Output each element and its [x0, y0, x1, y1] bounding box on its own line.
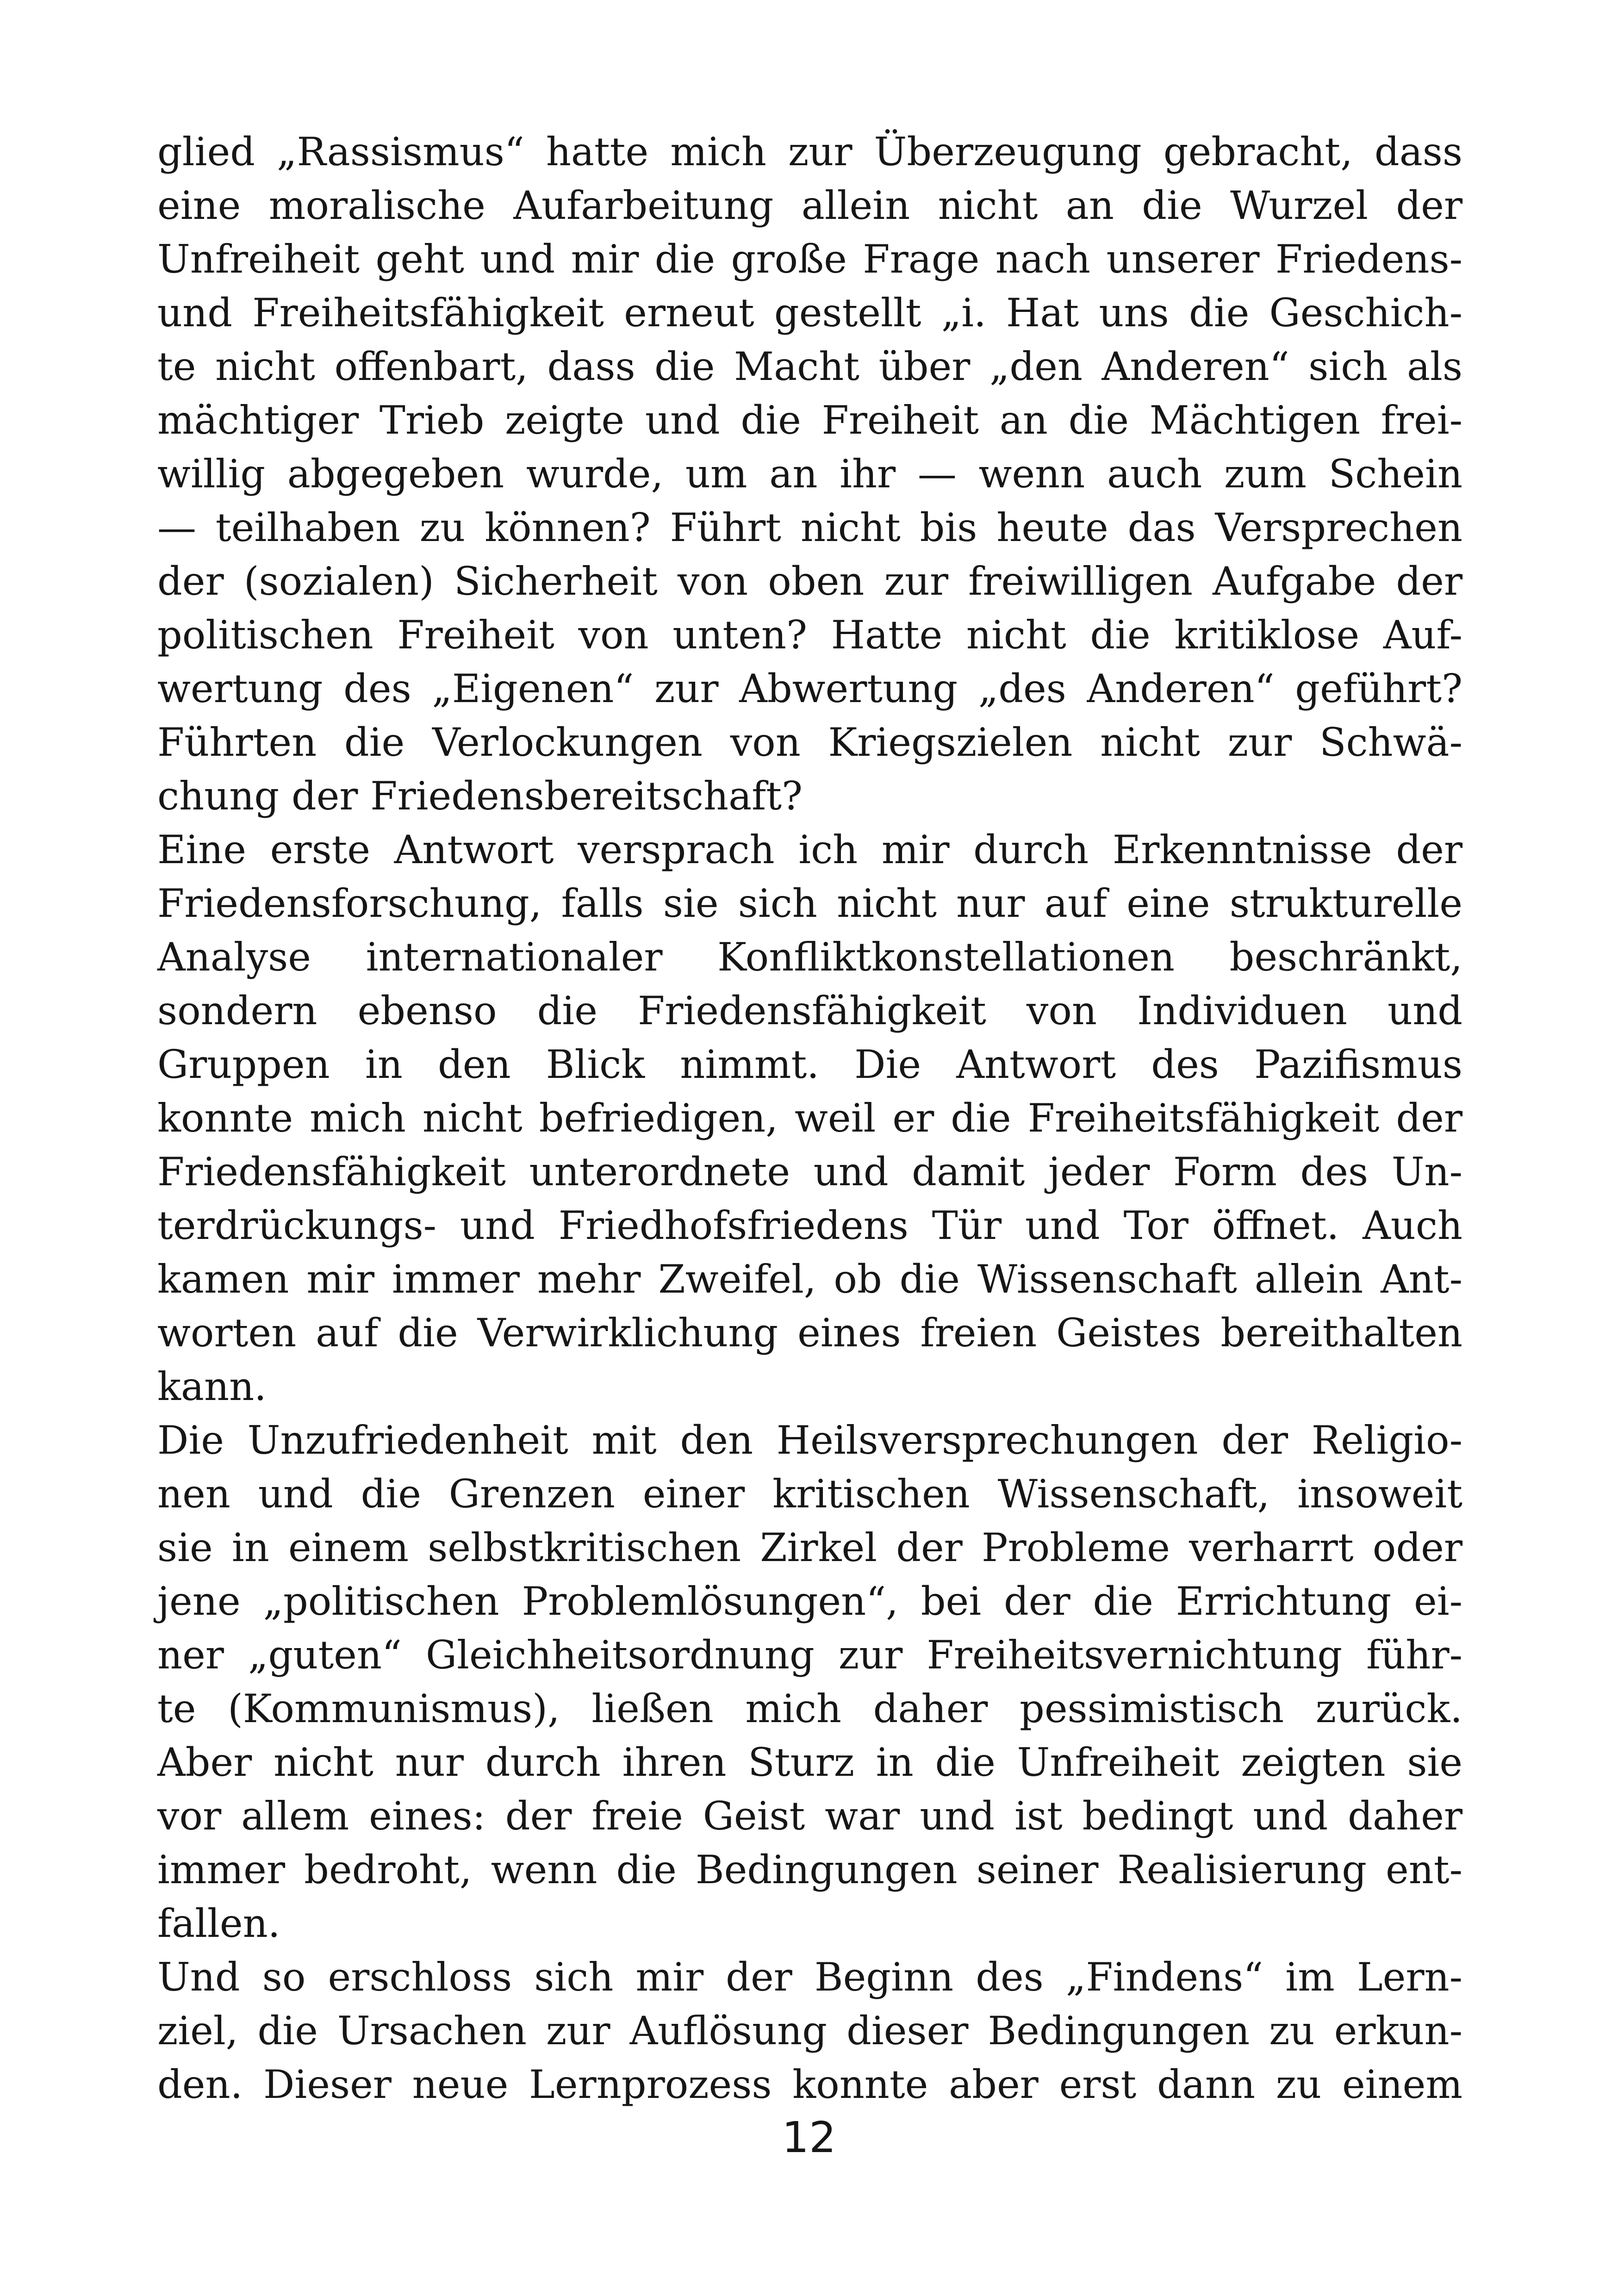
text-line: und Freiheitsfähigkeit erneut gestellt „i. Hat uns die Geschich-	[157, 290, 1462, 336]
text-line: wertung des „Eigenen“ zur Abwertung „des Anderen“ geführt?	[157, 666, 1462, 711]
text-line: ziel, die Ursachen zur Auflösung dieser Bedingungen zu erkun-	[157, 2008, 1462, 2053]
text-line: te (Kommunismus), ließen mich daher pessimistisch zurück.	[157, 1686, 1462, 1731]
text-line: der (sozialen) Sicherheit von oben zur freiwilligen Aufgabe der	[157, 559, 1462, 604]
text-line: Die Unzufriedenheit mit den Heilsversprechungen der Religio-	[157, 1418, 1462, 1463]
page-number: 12	[782, 2113, 836, 2162]
text-line: konnte mich nicht befriedigen, weil er die Freiheitsfähigkeit der	[157, 1095, 1462, 1141]
text-line: vor allem eines: der freie Geist war und ist bedingt und daher	[157, 1793, 1462, 1839]
paragraph-end-line: chung der Friedensbereitschaft?	[157, 773, 803, 819]
text-line: Eine erste Antwort versprach ich mir durch Erkenntnisse der	[157, 827, 1462, 872]
text-line: Unfreiheit geht und mir die große Frage nach unserer Friedens-	[157, 236, 1462, 282]
text-line: worten auf die Verwirklichung eines freien Geistes bereithalten	[157, 1310, 1462, 1356]
text-line: eine moralische Aufarbeitung allein nicht an die Wurzel der	[157, 183, 1462, 228]
text-line: politischen Freiheit von unten? Hatte nicht die kritiklose Auf-	[157, 612, 1462, 658]
text-line: Führten die Verlockungen von Kriegszielen nicht zur Schwä-	[157, 720, 1462, 765]
paragraph-end-line: kann.	[157, 1364, 267, 1409]
text-line: te nicht offenbart, dass die Macht über „den Anderen“ sich als	[157, 344, 1462, 389]
text-line: terdrückungs- und Friedhofsfriedens Tür und Tor öffnet. Auch	[157, 1203, 1462, 1248]
text-line: — teilhaben zu können? Führt nicht bis heute das Versprechen	[157, 505, 1462, 550]
text-line: nen und die Grenzen einer kritischen Wissenschaft, insoweit	[157, 1471, 1462, 1517]
text-line: Gruppen in den Blick nimmt. Die Antwort des Pazifismus	[157, 1042, 1462, 1087]
body-text	[157, 125, 1462, 2111]
text-line: den. Dieser neue Lernprozess konnte aber erst dann zu einem	[157, 2062, 1462, 2107]
text-line: jene „politischen Problemlösungen“, bei der die Errichtung ei-	[157, 1579, 1462, 1624]
text-line: sie in einem selbstkritischen Zirkel der Probleme verharrt oder	[157, 1525, 1462, 1570]
text-line: mächtiger Trieb zeigte und die Freiheit an die Mächtigen frei-	[157, 398, 1462, 443]
text-line: Friedensforschung, falls sie sich nicht nur auf eine strukturelle	[157, 881, 1462, 926]
paragraph-end-line: fallen.	[157, 1901, 280, 1946]
text-line: sondern ebenso die Friedensfähigkeit von Individuen und	[157, 988, 1462, 1033]
text-line: kamen mir immer mehr Zweifel, ob die Wissenschaft allein Ant-	[157, 1257, 1462, 1302]
text-line: glied „Rassismus“ hatte mich zur Überzeugung gebracht, dass	[157, 129, 1462, 174]
text-line: Analyse internationaler Konfliktkonstellationen beschränkt,	[157, 934, 1462, 980]
text-line: Friedensfähigkeit unterordnete und damit jeder Form des Un-	[157, 1149, 1462, 1195]
text-line: Und so erschloss sich mir der Beginn des „Findens“ im Lern-	[157, 1954, 1462, 2000]
text-line: immer bedroht, wenn die Bedingungen seiner Realisierung ent-	[157, 1847, 1462, 1892]
text-line: willig abgegeben wurde, um an ihr — wenn auch zum Schein	[157, 451, 1462, 497]
text-line: ner „guten“ Gleichheitsordnung zur Freiheitsvernichtung führ-	[157, 1632, 1462, 1678]
text-line: Aber nicht nur durch ihren Sturz in die Unfreiheit zeigten sie	[157, 1740, 1462, 1785]
